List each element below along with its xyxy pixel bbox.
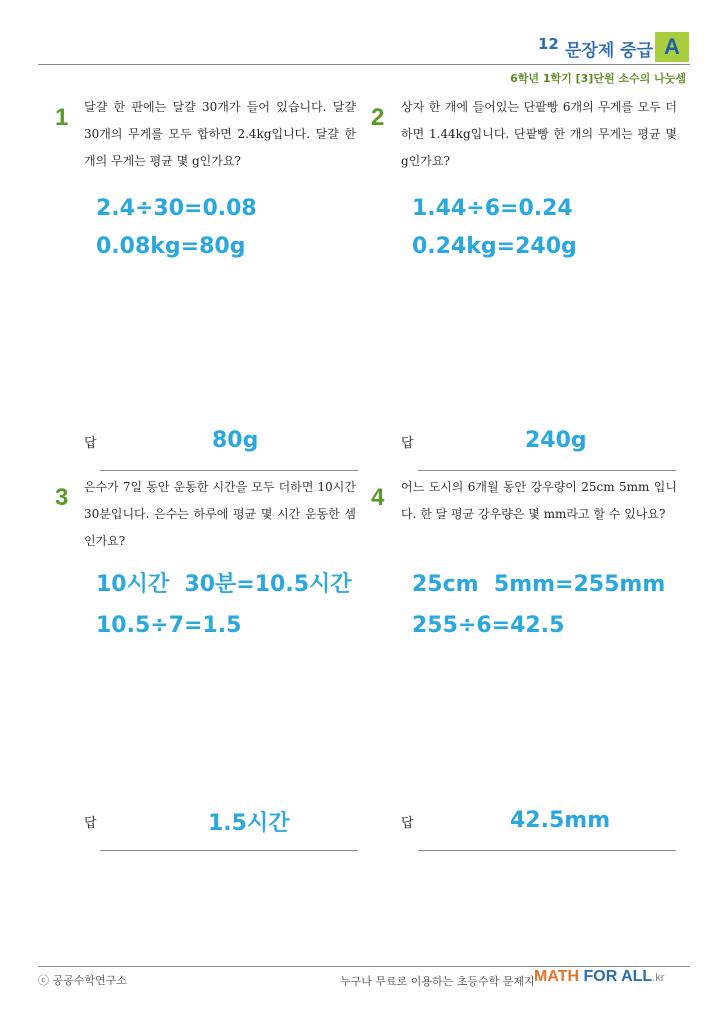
problem-number: 1	[55, 104, 69, 131]
answer-value: 240g	[525, 428, 587, 453]
problem-number: 3	[55, 484, 69, 511]
work-line: 0.24kg=240g	[412, 234, 577, 259]
work-line: 0.08kg=80g	[96, 234, 246, 259]
answer-line	[418, 850, 676, 851]
site-logo	[534, 968, 664, 986]
worksheet-title: 문장제 중급	[565, 41, 654, 61]
answer-value: 1.5시간	[208, 811, 290, 836]
logo-part-forall: FOR ALL	[583, 968, 653, 985]
work-line: 10.5÷7=1.5	[96, 613, 242, 638]
answer-value: 80g	[212, 428, 259, 453]
work-line: 2.4÷30=0.08	[96, 196, 257, 221]
problem-number: 4	[371, 484, 385, 511]
footer-divider	[38, 966, 690, 967]
answer-line	[100, 850, 358, 851]
answer-line	[100, 470, 358, 471]
answer-line	[418, 470, 676, 471]
answer-value: 42.5mm	[510, 808, 611, 833]
logo-part-math: MATH	[534, 968, 584, 985]
work-line: 10시간 30분=10.5시간	[96, 572, 352, 597]
logo-part-domain: .kr	[652, 972, 665, 984]
problem-text: 은수가 7일 동안 운동한 시간을 모두 더하면 10시간 30분입니다. 은수는 하루에 평균 몇 시간 운동한 셈인가요?	[84, 480, 356, 548]
footer-tagline: 누구나 무료로 이용하는 초등수학 문제지	[340, 975, 535, 988]
header-divider	[38, 64, 690, 65]
work-line: 25cm 5mm=255mm	[412, 572, 666, 597]
level-badge: A	[655, 32, 689, 62]
worksheet-number: 12	[538, 35, 559, 53]
problem-text: 상자 한 개에 들어있는 단팥빵 6개의 무게를 모두 더하면 1.44kg입니다. 단팥빵 한 개의 무게는 평균 몇 g인가요?	[401, 100, 677, 168]
work-line: 255÷6=42.5	[412, 613, 565, 638]
problem-text: 어느 도시의 6개월 동안 강우량이 25cm 5mm 입니다. 한 달 평균 강우량은 몇 mm라고 할 수 있나요?	[401, 480, 677, 521]
copyright-text: ⓒ 공공수학연구소	[38, 974, 127, 987]
answer-label: 답	[401, 436, 414, 451]
answer-label: 답	[84, 436, 97, 451]
problem-number: 2	[371, 104, 385, 131]
work-line: 1.44÷6=0.24	[412, 196, 573, 221]
worksheet-subtitle: 6학년 1학기 [3]단원 소수의 나눗셈	[510, 72, 686, 85]
answer-label: 답	[84, 816, 97, 831]
problem-text: 달걀 한 판에는 달걀 30개가 들어 있습니다. 달걀 30개의 무게를 모두 합하면 2.4kg입니다. 달걀 한 개의 무게는 평균 몇 g인가요?	[84, 100, 356, 168]
answer-label: 답	[401, 816, 414, 831]
